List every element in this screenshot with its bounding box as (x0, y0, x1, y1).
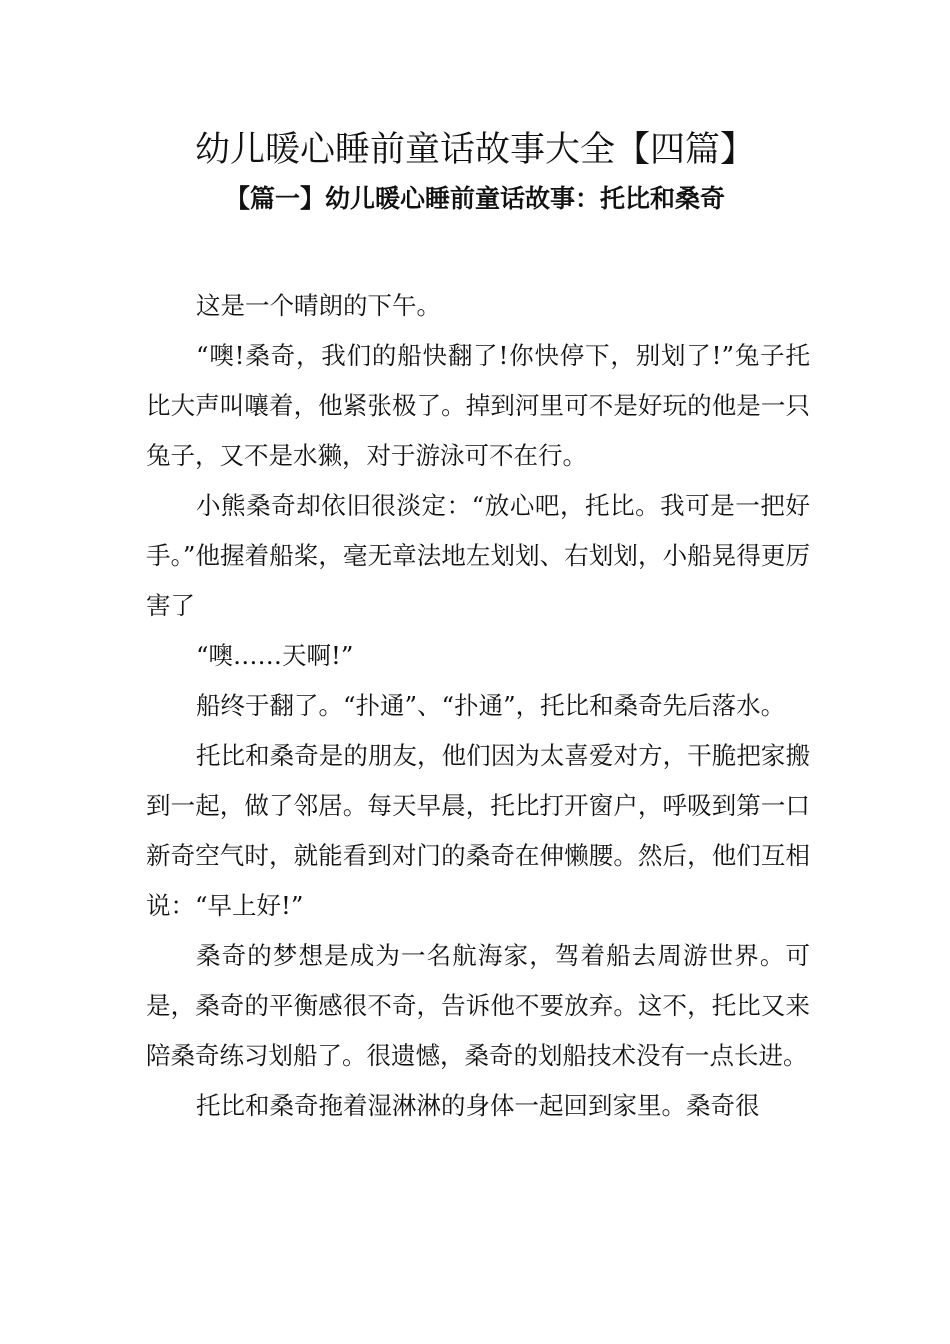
paragraph: 这是一个晴朗的下午。 (196, 291, 441, 320)
paragraph: 托比和桑奇是的朋友，他们因为太喜爱对方，干脆把家搬到一起，做了邻居。每天早晨，托比打开窗户，呼吸到第一口新奇空气时，就能看到对门的桑奇在伸懒腰。然后，他们互相说：“早上好!” (146, 741, 810, 920)
document-title: 幼儿暖心睡前童话故事大全【四篇】 (194, 130, 755, 170)
paragraph: 小熊桑奇却依旧很淡定：“放心吧，托比。我可是一把好手。”他握着船桨，毫无章法地左划划、右划划，小船晃得更厉害了 (146, 491, 810, 620)
paragraph: “噢……天啊!” (196, 641, 354, 670)
paragraph: “噢!桑奇，我们的船快翻了!你快停下，别划了!”兔子托比大声叫嚷着，他紧张极了。掉到河里可不是好玩的他是一只兔子，又不是水獭，对于游泳可不在行。 (146, 341, 810, 470)
section-heading: 【篇一】幼儿暖心睡前童话故事：托比和桑奇 (224, 184, 725, 213)
paragraph: 船终于翻了。“扑通”、“扑通”，托比和桑奇先后落水。 (196, 691, 786, 720)
paragraph: 托比和桑奇拖着湿淋淋的身体一起回到家里。桑奇很 (196, 1091, 760, 1120)
paragraph: 桑奇的梦想是成为一名航海家，驾着船去周游世界。可是，桑奇的平衡感很不奇，告诉他不要放弃。这不，托比又来陪桑奇练习划船了。很遗憾，桑奇的划船技术没有一点长进。 (146, 941, 810, 1070)
story-body (146, 281, 810, 1131)
